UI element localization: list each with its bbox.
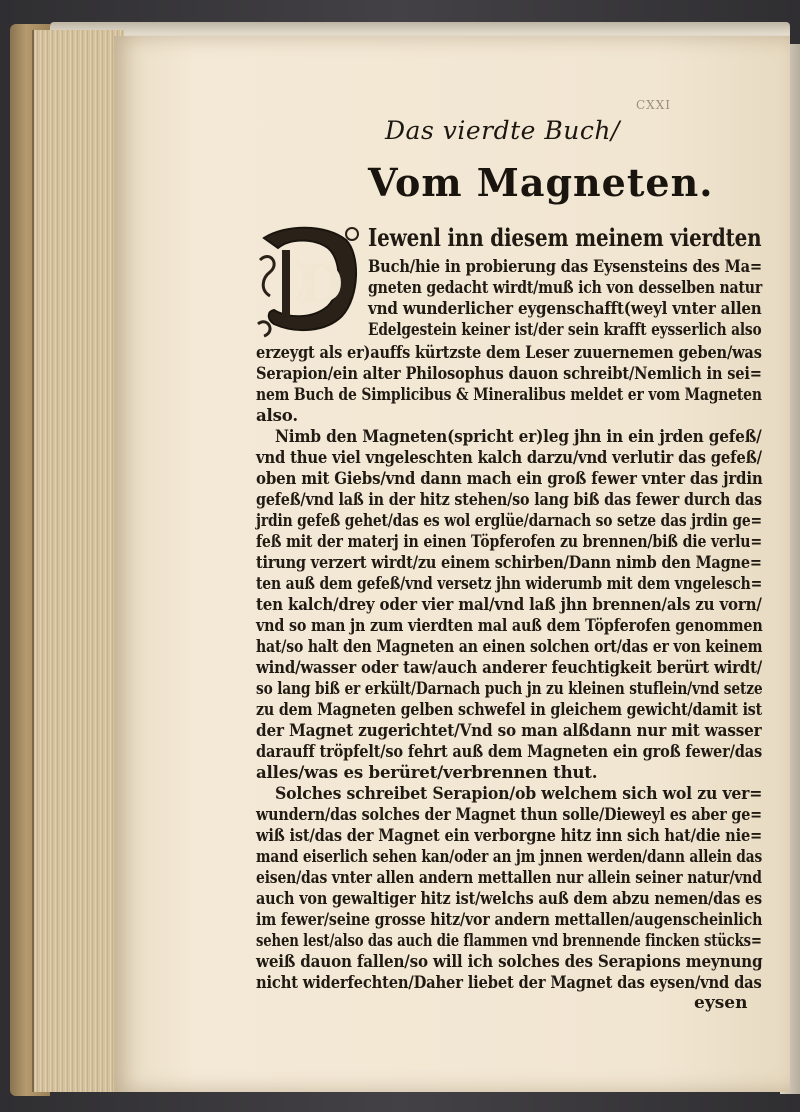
text-line: tirung verzert wirdt/zu einem schirben/Dann nimb den Magne= bbox=[256, 552, 762, 572]
text-line: vnd wunderlicher eygenschafft(weyl vnter allen bbox=[368, 298, 762, 318]
text-line: Serapion/ein alter Philosophus dauon schreibt/Nemlich in sei= bbox=[256, 363, 762, 383]
text-line: wind/wasser oder taw/auch anderer feuchtigkeit berürt wirdt/ bbox=[256, 657, 763, 677]
text-line: mand eiserlich sehen kan/oder an jm jnnen werden/dann allein das bbox=[256, 846, 763, 866]
text-line: wundern/das solches der Magnet thun solle/Dieweyl es aber ge= bbox=[256, 804, 762, 824]
text-line: vnd thue viel vngeleschten kalch darzu/vnd verlutir das gefeß/ bbox=[256, 447, 762, 467]
text-line: oben mit Giebs/vnd dann mach ein groß fewer vnter das jrdin bbox=[256, 468, 763, 488]
text-line: Iewenl inn diesem meinem vierdten bbox=[368, 223, 762, 252]
text-line: sehen lest/also das auch die flammen vnd brennende fincken stücks= bbox=[256, 930, 762, 950]
text-line: jrdin gefeß gehet/das es wol erglüe/darnach so setze das jrdin ge= bbox=[256, 510, 762, 530]
text-line: ten kalch/drey oder vier mal/vnd laß jhn brennen/als zu vorn/ bbox=[256, 594, 762, 614]
catchword: eysen bbox=[694, 993, 748, 1013]
text-line: ten auß dem gefeß/vnd versetz jhn widerumb mit dem vngelesch= bbox=[256, 573, 763, 593]
text-line: nicht widerfechten/Daher liebet der Magnet das eysen/vnd das bbox=[256, 972, 762, 992]
text-line: Nimb den Magneten(spricht er)leg jhn in ein jrden gefeß/ bbox=[275, 426, 762, 446]
text-line: hat/so halt den Magneten an einen solchen ort/das er von keinem bbox=[256, 636, 763, 656]
text-line: Edelgestein keiner ist/der sein krafft eysserlich also bbox=[368, 319, 762, 339]
text-line: eisen/das vnter allen andern mettallen nur allein seiner natur/vnd bbox=[256, 867, 762, 887]
chapter-title: Vom Magneten. bbox=[368, 160, 714, 205]
page-number: CXXI bbox=[636, 98, 672, 112]
initial-letter: D bbox=[298, 254, 344, 315]
text-line: gneten gedacht wirdt/muß ich von desselben natur bbox=[368, 277, 763, 297]
text-line: im fewer/seine grosse hitz/vor andern mettallen/augenscheinlich bbox=[256, 909, 763, 929]
text-line: Buch/hie in probierung das Eysensteins des Ma= bbox=[368, 256, 762, 276]
page-stack-side bbox=[32, 30, 124, 1092]
text-line: alles/was es berüret/verbrennen thut. bbox=[256, 762, 598, 782]
text-line: feß mit der materj in einen Töpferofen zu brennen/biß die verlu= bbox=[256, 531, 763, 551]
text-line: nem Buch de Simplicibus & Mineralibus meldet er vom Magneten bbox=[256, 384, 762, 404]
text-line: wiß ist/das der Magnet ein verborgne hitz inn sich hat/die nie= bbox=[256, 825, 763, 845]
ornamental-initial bbox=[256, 220, 362, 338]
text-line: erzeygt als er)auffs kürtzste dem Leser zuuernemen geben/was bbox=[256, 342, 762, 362]
text-line: Solches schreibet Serapion/ob welchem sich wol zu ver= bbox=[275, 783, 763, 803]
text-line: so lang biß er erkült/Darnach puch jn zu kleinen stuflein/vnd setze bbox=[256, 678, 763, 698]
text-line: darauff tröpfelt/so fehrt auß dem Magneten ein groß fewer/das bbox=[256, 741, 763, 761]
text-line: also. bbox=[256, 405, 298, 425]
text-line: gefeß/vnd laß in der hitz stehen/so lang biß das fewer durch das bbox=[256, 489, 762, 509]
text-line: vnd so man jn zum vierdten mal auß dem Töpferofen genommen bbox=[256, 615, 763, 635]
running-title: Das vierdte Buch/ bbox=[385, 116, 620, 145]
text-line: zu dem Magneten gelben schwefel in gleichem gewicht/damit ist bbox=[256, 699, 763, 719]
text-line: auch von gewaltiger hitz ist/welchs auß dem abzu nemen/das es bbox=[256, 888, 762, 908]
text-line: weiß dauon fallen/so will ich solches des Serapions meynung bbox=[256, 951, 763, 971]
text-line: der Magnet zugerichtet/Vnd so man alßdann nur mit wasser bbox=[256, 720, 762, 740]
